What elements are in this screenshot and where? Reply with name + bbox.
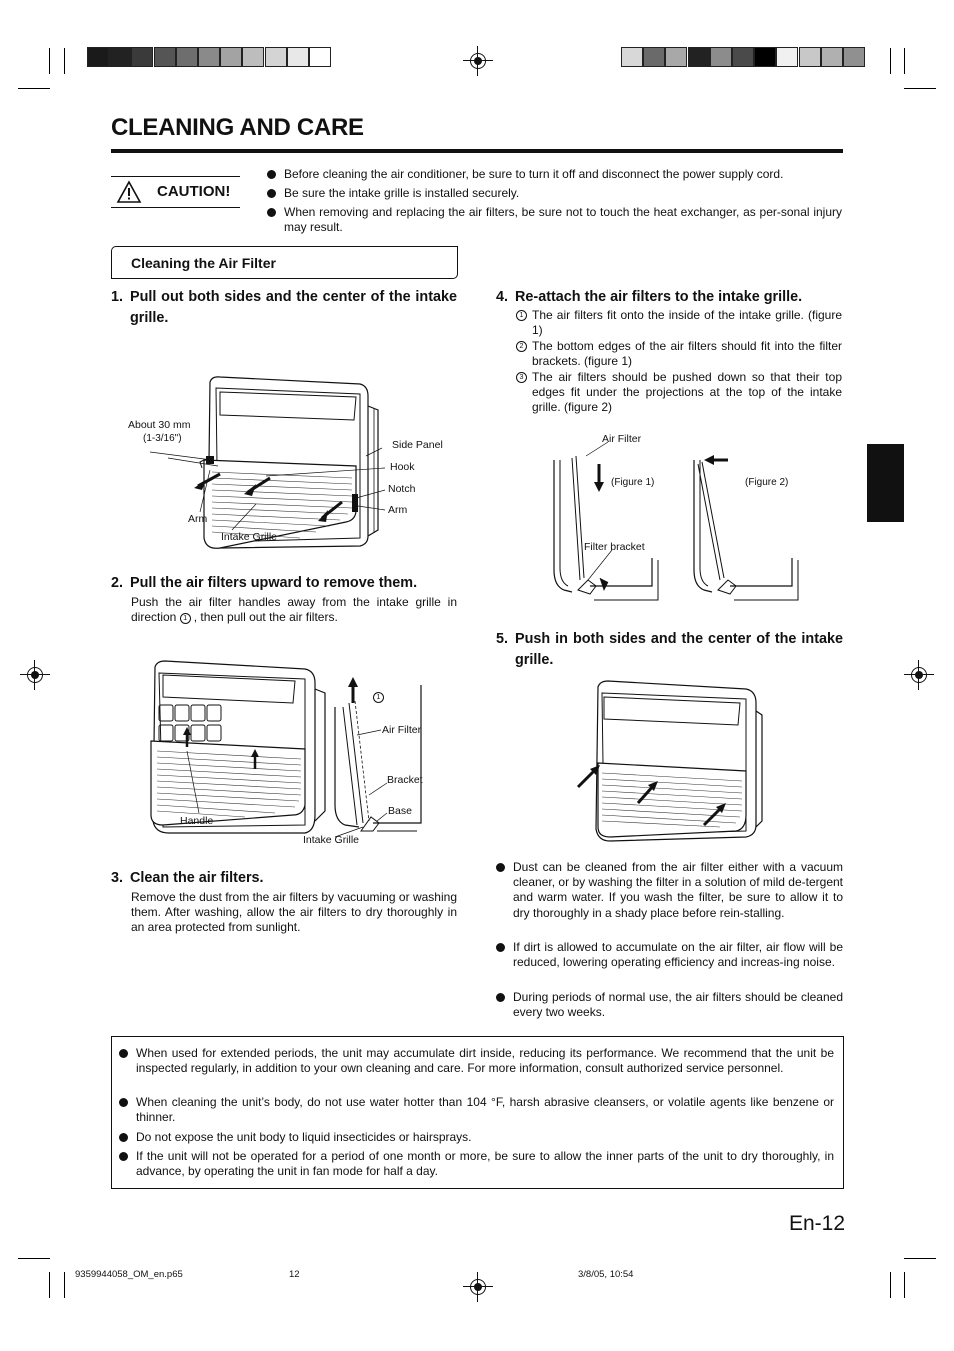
crop-mark [18, 1258, 50, 1259]
registration-line [477, 46, 478, 76]
color-swatch [821, 47, 843, 67]
color-swatch [242, 47, 264, 67]
step-3-heading [111, 868, 457, 890]
caution-text: CAUTION! [157, 183, 231, 200]
registration-line [918, 660, 919, 690]
step-title: Re-attach the air filters to the intake grille. [515, 289, 803, 305]
bullet-icon [496, 863, 505, 872]
label-filter-bracket: Filter bracket [584, 541, 645, 553]
step-number: 4. [496, 289, 509, 305]
marker-1: 1 [373, 692, 384, 703]
color-swatch [776, 47, 798, 67]
color-swatch [665, 47, 687, 67]
label-side-panel: Side Panel [392, 439, 443, 451]
crop-mark [49, 1272, 50, 1298]
label-hook: Hook [390, 461, 415, 473]
crop-mark [890, 48, 891, 74]
color-swatch [309, 47, 331, 67]
color-swatch [287, 47, 309, 67]
color-swatch [688, 47, 710, 67]
footer-page: 12 [289, 1269, 300, 1280]
color-swatch [87, 47, 109, 67]
color-swatch [154, 47, 176, 67]
label-arm-right: Arm [388, 504, 408, 516]
notice-box [111, 1036, 844, 1189]
step-number: 2. [111, 575, 124, 591]
color-swatch [131, 47, 153, 67]
step-2-body: Push the air filter handles away from the intake grille in direction 1 , then pull out the air filters. [131, 595, 457, 625]
registration-line [34, 660, 35, 690]
bullet-icon [119, 1152, 128, 1161]
label-about-inch: (1-3/16") [143, 433, 182, 444]
registration-line [20, 674, 50, 675]
page-number: En-12 [789, 1212, 846, 1235]
substep: 2 The bottom edges of the air filters should fit into the filter brackets. (figure 1) [516, 339, 842, 370]
marker-3: 3 [516, 372, 527, 383]
caution-bullet: Be sure the intake grille is installed securely. [267, 186, 842, 202]
notice-bullet: When used for extended periods, the unit may accumulate dirt inside, reducing its performance. We recommend that the unit be inspected regularly, in addition to your own cleaning and care. For more information, consult authorized service personnel. [119, 1046, 834, 1092]
bullet-icon [496, 993, 505, 1002]
crop-mark [904, 48, 905, 74]
bullet-icon [267, 189, 276, 198]
registration-line [463, 60, 493, 61]
label-intake-grille: Intake Grille [221, 531, 278, 543]
figure-reattach-filters [548, 440, 808, 610]
notice-bullet: When cleaning the unit’s body, do not use water hotter than 104 °F, harsh abrasive cleansers, or volatile agents like benzene or thinner. [119, 1095, 834, 1126]
substep: 3 The air filters should be pushed down so that their top edges fit under the projections at the top of the intake grille. (figure 2) [516, 370, 842, 416]
crop-mark [64, 1272, 65, 1298]
color-swatch [220, 47, 242, 67]
label-figure-2: (Figure 2) [745, 477, 789, 488]
info-bullet: If dirt is allowed to accumulate on the air filter, air flow will be reduced, lowering operating efficiency and increas-ing noise. [496, 940, 843, 987]
step-title: Push in both sides and the center of the intake grille. [515, 631, 843, 668]
bullet-icon [496, 943, 505, 952]
label-bracket: Bracket [387, 774, 423, 786]
color-swatch [176, 47, 198, 67]
color-swatch [109, 47, 131, 67]
step-number: 1. [111, 289, 124, 305]
info-bullet: Dust can be cleaned from the air filter either with a vacuum cleaner, or by washing the filter in a solution of mild de-tergent and warm water. If you wash the filter, be sure to allow it to dry thoroughly in a shady place before rein-stalling. [496, 860, 843, 938]
section-tab [867, 444, 904, 522]
step-5-heading [496, 629, 843, 673]
label-arm-left: Arm [188, 513, 208, 525]
title-rule [111, 149, 843, 153]
crop-mark [904, 88, 936, 89]
color-swatch [732, 47, 754, 67]
label-notch: Notch [388, 483, 416, 495]
marker-1: 1 [180, 613, 191, 624]
step-number: 5. [496, 631, 509, 647]
registration-mark-icon [24, 664, 46, 686]
crop-mark [904, 1258, 936, 1259]
notice-bullet: Do not expose the unit body to liquid insecticides or hairsprays. [119, 1130, 834, 1146]
registration-mark-icon [908, 664, 930, 686]
step-title: Clean the air filters. [130, 870, 264, 886]
color-swatch [710, 47, 732, 67]
bullet-icon [267, 170, 276, 179]
caution-bullet: Before cleaning the air conditioner, be sure to turn it off and disconnect the power supply cord. [267, 167, 842, 183]
step-3-body: Remove the dust from the air filters by vacuuming or washing them. After washing, allow the air filters to dry thoroughly in an area protected from sunlight. [131, 890, 457, 935]
figure-push-in-grille [570, 675, 770, 845]
bullet-icon [119, 1133, 128, 1142]
crop-mark [904, 1272, 905, 1298]
step-title: Pull out both sides and the center of the intake grille. [130, 289, 457, 326]
color-swatch [799, 47, 821, 67]
label-figure-1: (Figure 1) [611, 477, 655, 488]
registration-line [463, 1286, 493, 1287]
color-swatch [198, 47, 220, 67]
bullet-icon [267, 208, 276, 217]
step-title: Pull the air filters upward to remove them. [130, 575, 418, 591]
label-handle: Handle [180, 815, 214, 827]
section-title: Cleaning the Air Filter [131, 255, 276, 271]
notice-bullet: If the unit will not be operated for a period of one month or more, be sure to allow the inner parts of the unit to dry thoroughly, in advance, by operating the unit in fan mode for half a day. [119, 1149, 834, 1180]
substep: 1 The air filters fit onto the inside of the intake grille. (figure 1) [516, 308, 842, 339]
color-swatch [621, 47, 643, 67]
registration-line [477, 1272, 478, 1302]
label-air-filter: Air Filter [382, 724, 422, 736]
label-air-filter: Air Filter [602, 433, 642, 445]
page-title: CLEANING AND CARE [111, 114, 364, 141]
label-about-30mm: About 30 mm [128, 419, 191, 431]
caution-bullet: When removing and replacing the air filters, be sure not to touch the heat exchanger, as per-sonal injury may result. [267, 205, 842, 237]
info-bullet: During periods of normal use, the air filters should be cleaned every two weeks. [496, 990, 843, 1021]
footer-date: 3/8/05, 10:54 [578, 1269, 634, 1280]
crop-mark [890, 1272, 891, 1298]
warning-icon [117, 181, 141, 203]
crop-mark [18, 88, 50, 89]
color-swatch [754, 47, 776, 67]
marker-2: 2 [516, 341, 527, 352]
registration-line [904, 674, 934, 675]
step-2-heading [111, 573, 457, 595]
color-swatch [265, 47, 287, 67]
crop-mark [64, 48, 65, 74]
registration-mark-icon [467, 1276, 489, 1298]
label-base: Base [388, 805, 412, 817]
marker-1: 1 [516, 310, 527, 321]
bullet-icon [119, 1098, 128, 1107]
label-intake-grille: Intake Grille [303, 834, 360, 846]
registration-mark-icon [467, 50, 489, 72]
section-heading [111, 246, 458, 279]
step-number: 3. [111, 870, 124, 886]
step-1-heading [111, 287, 457, 331]
crop-mark [49, 48, 50, 74]
bullet-icon [119, 1049, 128, 1058]
footer-file: 9359944058_OM_en.p65 [75, 1269, 183, 1280]
caution-label [111, 176, 240, 208]
step-4-heading [496, 287, 843, 309]
color-swatch [643, 47, 665, 67]
color-swatch [843, 47, 865, 67]
